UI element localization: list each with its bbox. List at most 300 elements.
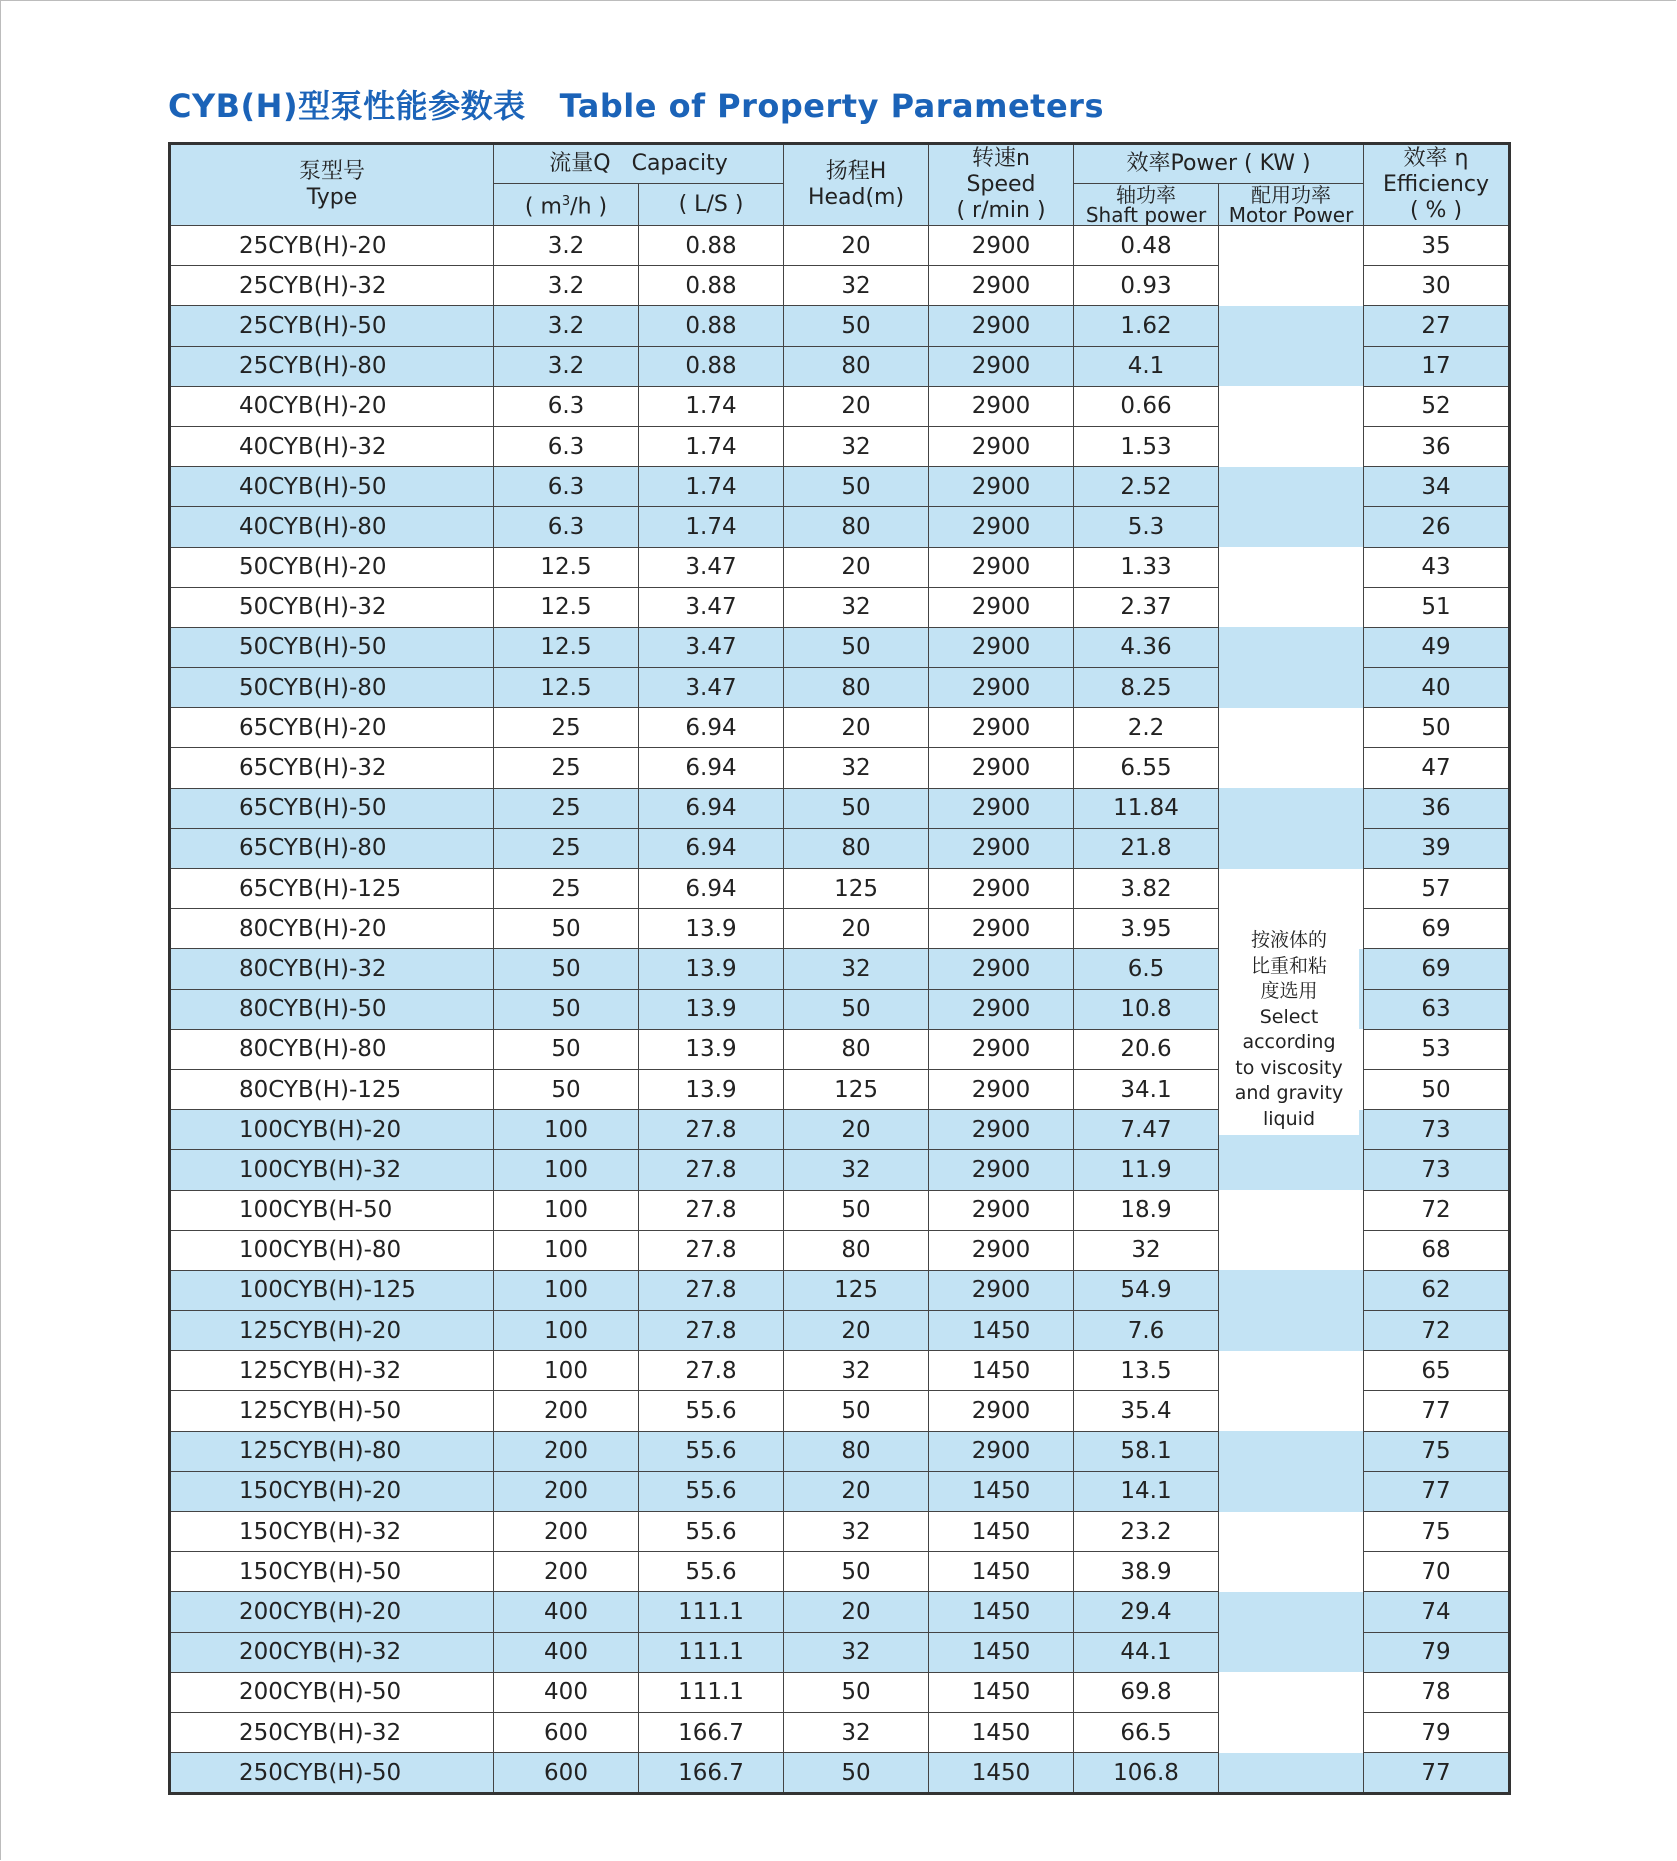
cell-efficiency: 52 <box>1364 386 1510 426</box>
cell-shaft-power: 11.9 <box>1074 1150 1219 1190</box>
header-eff-cn: 效率 η <box>1403 146 1469 171</box>
cell-capacity-m3h: 100 <box>494 1270 639 1310</box>
note-en-2: according <box>1242 1031 1336 1053</box>
cell-type: 125CYB(H)-32 <box>170 1351 494 1391</box>
cell-efficiency: 77 <box>1364 1391 1510 1431</box>
cell-type: 150CYB(H)-32 <box>170 1512 494 1552</box>
cell-head: 32 <box>784 1512 929 1552</box>
cell-type: 150CYB(H)-50 <box>170 1552 494 1592</box>
table-row <box>170 788 1510 828</box>
cell-efficiency: 69 <box>1364 949 1510 989</box>
header-unit-ls: ( L/S ) <box>639 184 784 226</box>
table-row <box>170 1230 1510 1270</box>
header-motor-en: Motor Power <box>1228 202 1354 226</box>
cell-motor-power <box>1219 1512 1364 1552</box>
cell-motor-power <box>1219 668 1364 708</box>
cell-speed: 2900 <box>929 1069 1074 1109</box>
cell-head: 125 <box>784 1270 929 1310</box>
cell-capacity-ls: 13.9 <box>639 909 784 949</box>
cell-shaft-power: 20.6 <box>1074 1029 1219 1069</box>
cell-speed: 1450 <box>929 1753 1074 1794</box>
cell-capacity-m3h: 600 <box>494 1712 639 1752</box>
cell-capacity-m3h: 100 <box>494 1110 639 1150</box>
unit-m3h-sup: 3 <box>561 193 571 209</box>
cell-efficiency: 79 <box>1364 1712 1510 1752</box>
cell-capacity-ls: 111.1 <box>639 1592 784 1632</box>
unit-m3h-pre: ( m <box>524 194 562 220</box>
cell-type: 125CYB(H)-80 <box>170 1431 494 1471</box>
cell-motor-power <box>1219 547 1364 587</box>
cell-efficiency: 50 <box>1364 708 1510 748</box>
cell-head: 32 <box>784 1351 929 1391</box>
cell-shaft-power: 66.5 <box>1074 1712 1219 1752</box>
cell-motor-power <box>1219 346 1364 386</box>
table-row <box>170 1632 1510 1672</box>
cell-shaft-power: 29.4 <box>1074 1592 1219 1632</box>
cell-motor-power <box>1219 1230 1364 1270</box>
cell-head: 125 <box>784 869 929 909</box>
cell-capacity-ls: 111.1 <box>639 1672 784 1712</box>
cell-capacity-m3h: 25 <box>494 788 639 828</box>
cell-head: 32 <box>784 1632 929 1672</box>
cell-capacity-ls: 1.74 <box>639 386 784 426</box>
cell-shaft-power: 6.5 <box>1074 949 1219 989</box>
cell-shaft-power: 14.1 <box>1074 1471 1219 1511</box>
cell-type: 200CYB(H)-20 <box>170 1592 494 1632</box>
cell-capacity-m3h: 12.5 <box>494 587 639 627</box>
table-row <box>170 1552 1510 1592</box>
cell-shaft-power: 2.52 <box>1074 467 1219 507</box>
cell-motor-power <box>1219 1592 1364 1632</box>
cell-capacity-ls: 13.9 <box>639 1069 784 1109</box>
header-type <box>170 144 494 226</box>
header-motor-cn: 配用功率 <box>1251 183 1332 207</box>
cell-shaft-power: 58.1 <box>1074 1431 1219 1471</box>
cell-capacity-ls: 13.9 <box>639 1029 784 1069</box>
cell-speed: 2900 <box>929 1110 1074 1150</box>
cell-capacity-ls: 27.8 <box>639 1351 784 1391</box>
cell-efficiency: 77 <box>1364 1753 1510 1794</box>
cell-shaft-power: 4.36 <box>1074 627 1219 667</box>
cell-motor-power <box>1219 306 1364 346</box>
cell-type: 65CYB(H)-125 <box>170 869 494 909</box>
cell-head: 20 <box>784 226 929 266</box>
cell-speed: 2900 <box>929 467 1074 507</box>
cell-capacity-m3h: 25 <box>494 708 639 748</box>
cell-motor-power <box>1219 1391 1364 1431</box>
cell-speed: 2900 <box>929 708 1074 748</box>
cell-type: 100CYB(H)-32 <box>170 1150 494 1190</box>
cell-type: 125CYB(H)-50 <box>170 1391 494 1431</box>
cell-motor-power <box>1219 1552 1364 1592</box>
table-row <box>170 668 1510 708</box>
cell-capacity-m3h: 6.3 <box>494 507 639 547</box>
cell-capacity-ls: 1.74 <box>639 426 784 466</box>
cell-capacity-m3h: 100 <box>494 1230 639 1270</box>
cell-shaft-power: 13.5 <box>1074 1351 1219 1391</box>
cell-efficiency: 49 <box>1364 627 1510 667</box>
cell-capacity-ls: 13.9 <box>639 989 784 1029</box>
table-row <box>170 507 1510 547</box>
table-row <box>170 1471 1510 1511</box>
motor-power-note <box>1219 925 1359 1135</box>
cell-capacity-m3h: 3.2 <box>494 306 639 346</box>
cell-efficiency: 78 <box>1364 1672 1510 1712</box>
header-speed <box>929 144 1074 226</box>
note-en-4: and gravity <box>1234 1082 1344 1104</box>
cell-speed: 2900 <box>929 627 1074 667</box>
title-cn: CYB(H)型泵性能参数表 <box>168 87 526 126</box>
cell-shaft-power: 7.47 <box>1074 1110 1219 1150</box>
cell-motor-power <box>1219 708 1364 748</box>
cell-capacity-m3h: 3.2 <box>494 266 639 306</box>
header-eff-unit: ( % ) <box>1409 198 1463 223</box>
table-row <box>170 1512 1510 1552</box>
cell-head: 32 <box>784 1150 929 1190</box>
table-row <box>170 226 1510 266</box>
header-shaft-power <box>1074 184 1219 226</box>
cell-shaft-power: 2.2 <box>1074 708 1219 748</box>
cell-head: 50 <box>784 1753 929 1794</box>
cell-type: 40CYB(H)-20 <box>170 386 494 426</box>
cell-capacity-ls: 55.6 <box>639 1471 784 1511</box>
cell-head: 32 <box>784 1712 929 1752</box>
table-row <box>170 1712 1510 1752</box>
table-row <box>170 547 1510 587</box>
cell-capacity-ls: 1.74 <box>639 467 784 507</box>
table-row <box>170 346 1510 386</box>
table-row <box>170 587 1510 627</box>
cell-capacity-ls: 27.8 <box>639 1150 784 1190</box>
cell-speed: 2900 <box>929 266 1074 306</box>
cell-efficiency: 77 <box>1364 1471 1510 1511</box>
cell-capacity-m3h: 400 <box>494 1592 639 1632</box>
cell-type: 80CYB(H)-125 <box>170 1069 494 1109</box>
cell-shaft-power: 10.8 <box>1074 989 1219 1029</box>
cell-capacity-m3h: 3.2 <box>494 226 639 266</box>
cell-speed: 2900 <box>929 828 1074 868</box>
cell-motor-power <box>1219 386 1364 426</box>
cell-capacity-ls: 0.88 <box>639 266 784 306</box>
cell-capacity-m3h: 25 <box>494 828 639 868</box>
cell-motor-power <box>1219 266 1364 306</box>
cell-speed: 2900 <box>929 748 1074 788</box>
cell-speed: 2900 <box>929 226 1074 266</box>
cell-type: 50CYB(H)-80 <box>170 668 494 708</box>
cell-capacity-ls: 166.7 <box>639 1753 784 1794</box>
cell-motor-power <box>1219 426 1364 466</box>
header-type-en: Type <box>306 185 358 210</box>
header-unit-m3h <box>494 184 639 226</box>
cell-capacity-m3h: 200 <box>494 1471 639 1511</box>
cell-type: 100CYB(H-50 <box>170 1190 494 1230</box>
header-shaft-en: Shaft power <box>1085 202 1207 226</box>
cell-motor-power <box>1219 788 1364 828</box>
cell-motor-power <box>1219 627 1364 667</box>
cell-capacity-m3h: 400 <box>494 1632 639 1672</box>
cell-capacity-ls: 3.47 <box>639 627 784 667</box>
cell-speed: 1450 <box>929 1351 1074 1391</box>
cell-efficiency: 75 <box>1364 1512 1510 1552</box>
cell-type: 100CYB(H)-80 <box>170 1230 494 1270</box>
cell-head: 80 <box>784 346 929 386</box>
cell-type: 25CYB(H)-32 <box>170 266 494 306</box>
cell-speed: 2900 <box>929 1029 1074 1069</box>
cell-capacity-ls: 27.8 <box>639 1270 784 1310</box>
cell-shaft-power: 8.25 <box>1074 668 1219 708</box>
cell-head: 50 <box>784 306 929 346</box>
cell-capacity-ls: 0.88 <box>639 226 784 266</box>
cell-head: 50 <box>784 788 929 828</box>
cell-capacity-ls: 6.94 <box>639 788 784 828</box>
note-en-1: Select <box>1259 1005 1319 1028</box>
cell-speed: 2900 <box>929 1150 1074 1190</box>
cell-type: 25CYB(H)-20 <box>170 226 494 266</box>
cell-speed: 2900 <box>929 909 1074 949</box>
cell-head: 80 <box>784 1230 929 1270</box>
cell-head: 20 <box>784 1110 929 1150</box>
cell-efficiency: 73 <box>1364 1150 1510 1190</box>
cell-speed: 2900 <box>929 547 1074 587</box>
cell-shaft-power: 32 <box>1074 1230 1219 1270</box>
cell-head: 125 <box>784 1069 929 1109</box>
cell-motor-power <box>1219 507 1364 547</box>
cell-speed: 1450 <box>929 1311 1074 1351</box>
cell-capacity-ls: 111.1 <box>639 1632 784 1672</box>
header-type-cn: 泵型号 <box>298 159 365 184</box>
cell-shaft-power: 34.1 <box>1074 1069 1219 1109</box>
page-title <box>168 81 1104 127</box>
cell-capacity-m3h: 50 <box>494 949 639 989</box>
cell-capacity-ls: 166.7 <box>639 1712 784 1752</box>
cell-capacity-m3h: 400 <box>494 1672 639 1712</box>
cell-head: 20 <box>784 708 929 748</box>
cell-type: 50CYB(H)-20 <box>170 547 494 587</box>
cell-motor-power <box>1219 1712 1364 1752</box>
cell-type: 100CYB(H)-20 <box>170 1110 494 1150</box>
header-shaft-cn: 轴功率 <box>1116 183 1177 207</box>
cell-shaft-power: 2.37 <box>1074 587 1219 627</box>
cell-type: 65CYB(H)-20 <box>170 708 494 748</box>
cell-speed: 2900 <box>929 1190 1074 1230</box>
cell-type: 65CYB(H)-50 <box>170 788 494 828</box>
table-row <box>170 1150 1510 1190</box>
cell-head: 50 <box>784 467 929 507</box>
cell-capacity-m3h: 100 <box>494 1311 639 1351</box>
table-row <box>170 1753 1510 1794</box>
cell-motor-power <box>1219 828 1364 868</box>
cell-capacity-ls: 6.94 <box>639 708 784 748</box>
cell-shaft-power: 0.93 <box>1074 266 1219 306</box>
cell-speed: 2900 <box>929 949 1074 989</box>
cell-shaft-power: 1.53 <box>1074 426 1219 466</box>
cell-head: 20 <box>784 1592 929 1632</box>
cell-type: 25CYB(H)-80 <box>170 346 494 386</box>
cell-capacity-m3h: 25 <box>494 748 639 788</box>
cell-type: 80CYB(H)-80 <box>170 1029 494 1069</box>
table-row <box>170 708 1510 748</box>
table-row <box>170 869 1510 909</box>
cell-speed: 2900 <box>929 1431 1074 1471</box>
cell-head: 32 <box>784 266 929 306</box>
cell-head: 80 <box>784 507 929 547</box>
cell-head: 50 <box>784 1552 929 1592</box>
cell-efficiency: 26 <box>1364 507 1510 547</box>
cell-type: 50CYB(H)-32 <box>170 587 494 627</box>
note-cn-1: 按液体的 <box>1250 929 1327 951</box>
cell-efficiency: 57 <box>1364 869 1510 909</box>
cell-shaft-power: 69.8 <box>1074 1672 1219 1712</box>
cell-efficiency: 34 <box>1364 467 1510 507</box>
cell-motor-power <box>1219 748 1364 788</box>
header-motor-power <box>1219 184 1364 226</box>
note-en-5: liquid <box>1263 1107 1315 1130</box>
cell-capacity-ls: 3.47 <box>639 668 784 708</box>
cell-capacity-ls: 27.8 <box>639 1311 784 1351</box>
cell-type: 80CYB(H)-32 <box>170 949 494 989</box>
cell-efficiency: 75 <box>1364 1431 1510 1471</box>
cell-capacity-ls: 55.6 <box>639 1552 784 1592</box>
cell-capacity-ls: 55.6 <box>639 1431 784 1471</box>
unit-m3h-post: /h ) <box>570 194 608 220</box>
cell-head: 80 <box>784 828 929 868</box>
cell-efficiency: 43 <box>1364 547 1510 587</box>
cell-speed: 2900 <box>929 346 1074 386</box>
cell-efficiency: 65 <box>1364 1351 1510 1391</box>
cell-motor-power <box>1219 1632 1364 1672</box>
cell-type: 40CYB(H)-50 <box>170 467 494 507</box>
cell-efficiency: 36 <box>1364 788 1510 828</box>
header-head-en: Head(m) <box>807 185 905 210</box>
cell-motor-power <box>1219 587 1364 627</box>
cell-type: 40CYB(H)-32 <box>170 426 494 466</box>
cell-shaft-power: 21.8 <box>1074 828 1219 868</box>
cell-speed: 2900 <box>929 1230 1074 1270</box>
note-cn-3: 度选用 <box>1260 980 1318 1002</box>
cell-capacity-m3h: 12.5 <box>494 627 639 667</box>
cell-efficiency: 73 <box>1364 1110 1510 1150</box>
cell-type: 65CYB(H)-80 <box>170 828 494 868</box>
cell-speed: 1450 <box>929 1632 1074 1672</box>
cell-capacity-m3h: 25 <box>494 869 639 909</box>
cell-head: 20 <box>784 1311 929 1351</box>
cell-efficiency: 17 <box>1364 346 1510 386</box>
cell-shaft-power: 106.8 <box>1074 1753 1219 1794</box>
header-eff-en: Efficiency <box>1383 172 1489 197</box>
cell-speed: 1450 <box>929 1471 1074 1511</box>
cell-capacity-m3h: 50 <box>494 909 639 949</box>
cell-motor-power <box>1219 1753 1364 1794</box>
table-row <box>170 828 1510 868</box>
cell-efficiency: 40 <box>1364 668 1510 708</box>
cell-capacity-ls: 0.88 <box>639 346 784 386</box>
cell-type: 80CYB(H)-20 <box>170 909 494 949</box>
cell-speed: 1450 <box>929 1512 1074 1552</box>
cell-motor-power <box>1219 1311 1364 1351</box>
table-row <box>170 1311 1510 1351</box>
cell-capacity-ls: 6.94 <box>639 828 784 868</box>
cell-capacity-m3h: 200 <box>494 1431 639 1471</box>
cell-efficiency: 63 <box>1364 989 1510 1029</box>
cell-shaft-power: 35.4 <box>1074 1391 1219 1431</box>
table-row <box>170 1391 1510 1431</box>
cell-motor-power <box>1219 1471 1364 1511</box>
cell-type: 150CYB(H)-20 <box>170 1471 494 1511</box>
cell-speed: 2900 <box>929 989 1074 1029</box>
cell-head: 32 <box>784 587 929 627</box>
cell-type: 200CYB(H)-32 <box>170 1632 494 1672</box>
cell-capacity-m3h: 600 <box>494 1753 639 1794</box>
cell-speed: 2900 <box>929 306 1074 346</box>
cell-shaft-power: 38.9 <box>1074 1552 1219 1592</box>
cell-speed: 2900 <box>929 426 1074 466</box>
cell-shaft-power: 23.2 <box>1074 1512 1219 1552</box>
cell-capacity-m3h: 100 <box>494 1190 639 1230</box>
table-row <box>170 627 1510 667</box>
cell-type: 50CYB(H)-50 <box>170 627 494 667</box>
cell-head: 50 <box>784 1190 929 1230</box>
cell-motor-power <box>1219 1190 1364 1230</box>
cell-efficiency: 30 <box>1364 266 1510 306</box>
cell-type: 80CYB(H)-50 <box>170 989 494 1029</box>
table-row <box>170 467 1510 507</box>
header-speed-en: Speed <box>966 172 1036 197</box>
cell-head: 50 <box>784 1391 929 1431</box>
header-efficiency <box>1364 144 1510 226</box>
cell-capacity-m3h: 50 <box>494 989 639 1029</box>
cell-shaft-power: 1.33 <box>1074 547 1219 587</box>
cell-motor-power <box>1219 1431 1364 1471</box>
table-row <box>170 426 1510 466</box>
cell-efficiency: 68 <box>1364 1230 1510 1270</box>
cell-capacity-m3h: 6.3 <box>494 386 639 426</box>
cell-speed: 1450 <box>929 1712 1074 1752</box>
cell-shaft-power: 4.1 <box>1074 346 1219 386</box>
cell-efficiency: 62 <box>1364 1270 1510 1310</box>
cell-type: 40CYB(H)-80 <box>170 507 494 547</box>
cell-head: 80 <box>784 1431 929 1471</box>
cell-shaft-power: 5.3 <box>1074 507 1219 547</box>
title-en: Table of Property Parameters <box>559 87 1104 126</box>
cell-motor-power <box>1219 869 1364 909</box>
cell-head: 80 <box>784 668 929 708</box>
cell-motor-power <box>1219 226 1364 266</box>
cell-speed: 2900 <box>929 869 1074 909</box>
cell-capacity-ls: 55.6 <box>639 1391 784 1431</box>
cell-efficiency: 50 <box>1364 1069 1510 1109</box>
cell-head: 32 <box>784 949 929 989</box>
table-header <box>170 144 1510 226</box>
cell-type: 125CYB(H)-20 <box>170 1311 494 1351</box>
cell-head: 20 <box>784 909 929 949</box>
header-head <box>784 144 929 226</box>
cell-capacity-m3h: 6.3 <box>494 467 639 507</box>
cell-efficiency: 39 <box>1364 828 1510 868</box>
cell-head: 20 <box>784 386 929 426</box>
cell-efficiency: 79 <box>1364 1632 1510 1672</box>
header-power: 效率Power ( KW ) <box>1074 144 1364 184</box>
cell-capacity-m3h: 12.5 <box>494 547 639 587</box>
cell-motor-power <box>1219 1351 1364 1391</box>
cell-head: 80 <box>784 1029 929 1069</box>
cell-efficiency: 51 <box>1364 587 1510 627</box>
cell-capacity-ls: 27.8 <box>639 1230 784 1270</box>
cell-speed: 2900 <box>929 587 1074 627</box>
cell-head: 50 <box>784 627 929 667</box>
cell-capacity-ls: 3.47 <box>639 587 784 627</box>
cell-capacity-ls: 27.8 <box>639 1190 784 1230</box>
cell-shaft-power: 7.6 <box>1074 1311 1219 1351</box>
